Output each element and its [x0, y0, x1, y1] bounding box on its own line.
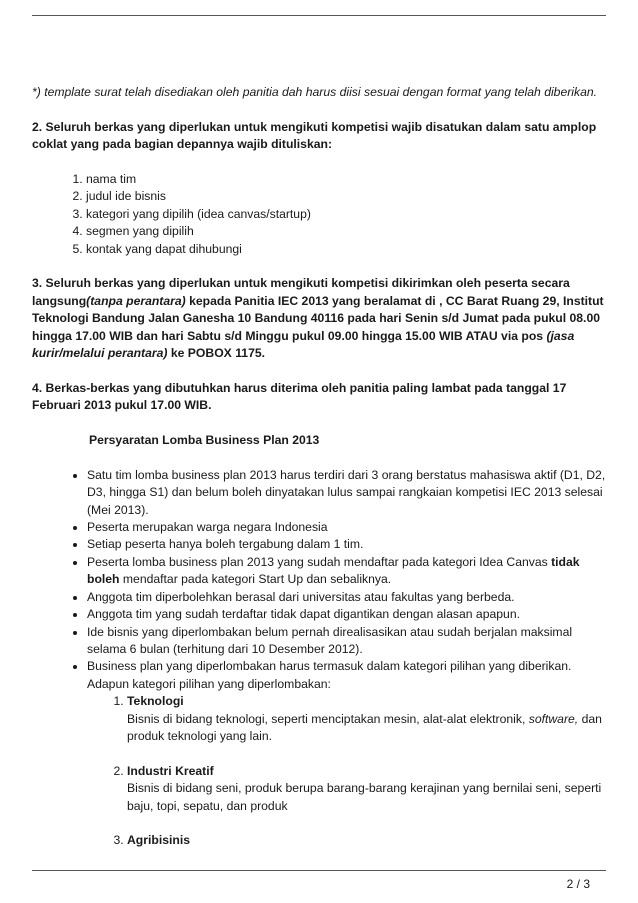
- list-item: 4. segmen yang dipilih: [86, 223, 606, 240]
- list-item: • Anggota tim diperbolehkan berasal dari universitas atau fakultas yang berbeda.: [87, 589, 606, 606]
- footer-rule: [32, 870, 606, 871]
- list-item: 5. kontak yang dapat dihubungi: [86, 241, 606, 258]
- list-item: • Peserta lomba business plan 2013 yang sudah mendaftar pada kategori Idea Canvas tidak boleh mendaftar pada kategori Start Up dan sebaliknya.: [87, 554, 606, 589]
- list-item: • Ide bisnis yang diperlombakan belum pernah direalisasikan atau sudah berjalan maksimal selama 6 bulan (terhitung dari 10 Desember 2012).: [87, 624, 606, 659]
- list-item: • Business plan yang diperlombakan harus termasuk dalam kategori pilihan yang diberikan. Adapun kategori pilihan yang diperlombakan: 1. Teknologi Bisnis di bidang teknologi, seperti menciptakan mesin, alat-alat elektronik, software, dan produk teknologi yang lain. 2. Industri Kreatif Bisnis di bidang seni, produk berupa barang-barang kerajinan yang bernilai seni, seperti baju, topi, sepatu, dan produk 3. Agribisinis: [87, 658, 606, 849]
- category-item: 3. Agribisinis: [127, 832, 606, 849]
- list-item: • Satu tim lomba business plan 2013 harus terdiri dari 3 orang berstatus mahasiswa aktif (D1, D2, D3, hingga S1) dan belum boleh dinyatakan lulus sampai rangkaian kompetisi IEC 2013 selesai (Mei 2013).: [87, 467, 606, 519]
- template-note: *) template surat telah disediakan oleh panitia dah harus diisi sesuai dengan format yang telah diberikan.: [32, 85, 598, 99]
- page-number: 2 / 3: [566, 877, 590, 891]
- section-title: Persyaratan Lomba Business Plan 2013: [89, 433, 320, 448]
- list-item: 2. judul ide bisnis: [86, 188, 606, 205]
- category-item: 2. Industri Kreatif Bisnis di bidang seni, produk berupa barang-barang kerajinan yang bernilai seni, seperti baju, topi, sepatu, dan produk: [127, 763, 606, 815]
- list-item: • Peserta merupakan warga negara Indonesia: [87, 519, 606, 536]
- point-3: 3. Seluruh berkas yang diperlukan untuk mengikuti kompetisi dikirimkan oleh peserta secara langsung(tanpa perantara) kepada Panitia IEC 2013 yang beralamat di , CC Barat Ruang 29, Institut Teknologi Bandung Jalan Ganesha 10 Bandung 40116 pada hari Senin s/d Jumat pada pukul 08.00 hingga 17.00 WIB dan hari Sabtu s/d Minggu pukul 09.00 hingga 15.00 WIB ATAU via pos (jasa kurir/melalui perantara) ke POBOX 1175.: [32, 276, 604, 361]
- point-2: 2. Seluruh berkas yang diperlukan untuk mengikuti kompetisi wajib disatukan dalam satu amplop coklat yang pada bagian depannya wajib dituliskan:: [32, 119, 597, 152]
- envelope-list: [32, 171, 606, 258]
- header-rule: [32, 15, 606, 16]
- list-item: • Setiap peserta hanya boleh tergabung dalam 1 tim.: [87, 536, 606, 553]
- category-list: [87, 693, 606, 850]
- list-item: 3. kategori yang dipilih (idea canvas/startup): [86, 206, 606, 223]
- list-item: • Anggota tim yang sudah terdaftar tidak dapat digantikan dengan alasan apapun.: [87, 606, 606, 623]
- point-4: 4. Berkas-berkas yang dibutuhkan harus diterima oleh panitia paling lambat pada tanggal 17 Februari 2013 pukul 17.00 WIB.: [32, 380, 567, 413]
- category-item: 1. Teknologi Bisnis di bidang teknologi, seperti menciptakan mesin, alat-alat elektronik, software, dan produk teknologi yang lain.: [127, 693, 606, 745]
- requirements-list: [32, 467, 606, 850]
- list-item: 1. nama tim: [86, 171, 606, 188]
- document-body: [32, 84, 606, 850]
